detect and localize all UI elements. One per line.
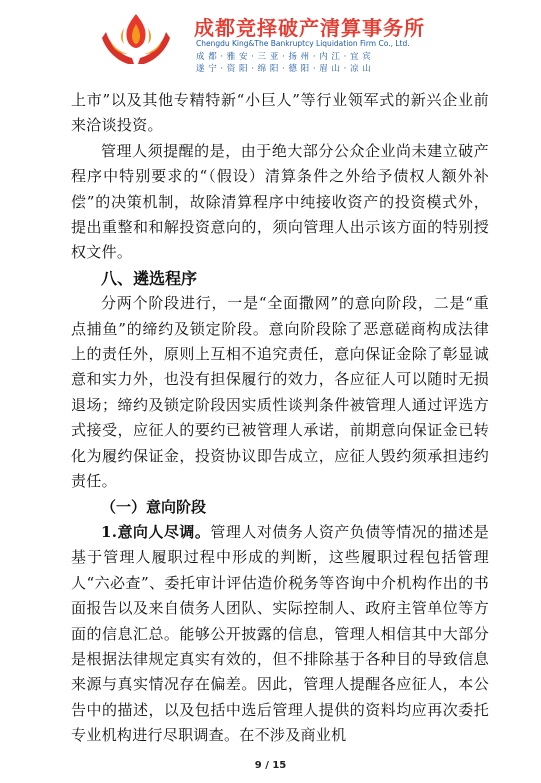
paragraph-due-diligence [71, 520, 489, 749]
firm-logo-icon [88, 10, 184, 66]
firm-name-en: Chengdu King&The Bankruptcy Liquidation Firm Co., Ltd. [196, 39, 410, 48]
office-cities-row-2: 遂 宁 · 资 阳 · 绵 阳 · 德 阳 · 眉 山 · 凉 山 [196, 64, 372, 74]
office-cities-row-1: 成 都 · 雅 安 · 三 亚 · 扬 州 · 内 江 · 宜 宾 [196, 52, 372, 62]
paragraph-lead: 1.意向人尽调。 [101, 522, 211, 541]
paragraph-reminder: 管理人须提醒的是，由于绝大部分公众企业尚未建立破产程序中特别要求的“（假设）清算条件之外给予债权人额外补偿”的决策机制，故除清算程序中纯接收资产的投资模式外，提出重整和和解投资意向的，须向管理人出示该方面的特别授权文件。 [71, 141, 489, 262]
subsection-heading: （一）意向阶段 [101, 497, 207, 516]
letterhead [88, 8, 468, 74]
paragraph-text: 管理人对债务人资产负债等情况的描述是基于管理人履职过程中形成的判断，这些履职过程包括管理人“六必查”、委托审计评估造价税务等咨询中介机构作出的书面报告以及来自债务人团队、实际控制人、政府主管单位等方面的信息汇总。能够公开披露的信息，管理人相信其中大部分是根据法律规定真实有效的，但不排除基于各种目的导致信息来源与真实情况存在偏差。因此，管理人提醒各应征人，本公告中的描述，以及包括中选后管理人提供的资料均应再次委托专业机构进行尽职调查。在不涉及商业机 [71, 522, 490, 745]
page-number: 9 / 15 [254, 760, 287, 771]
document-body [71, 88, 489, 749]
paragraph-selection-process: 分两个阶段进行，一是“全面撒网”的意向阶段，二是“重点捕鱼”的缔约及锁定阶段。意向阶段除了恶意磋商构成法律上的责任外，原则上互相不追究责任，意向保证金除了彰显诚意和实力外，也没有担保履行的效力，各应征人可以随时无损退场；缔约及锁定阶段因实质性谈判条件被管理人通过评选方式接受，应征人的要约已被管理人承诺，前期意向保证金已转化为履约保证金，投资协议即告成立，应征人毁约须承担违约责任。 [71, 294, 489, 491]
paragraph-continuation: 上市”以及其他专精特新“小巨人”等行业领军式的新兴企业前来洽谈投资。 [71, 91, 489, 135]
section-heading: 八、遴选程序 [101, 268, 198, 288]
firm-name-cn: 成都竞择破产清算事务所 [194, 16, 425, 40]
